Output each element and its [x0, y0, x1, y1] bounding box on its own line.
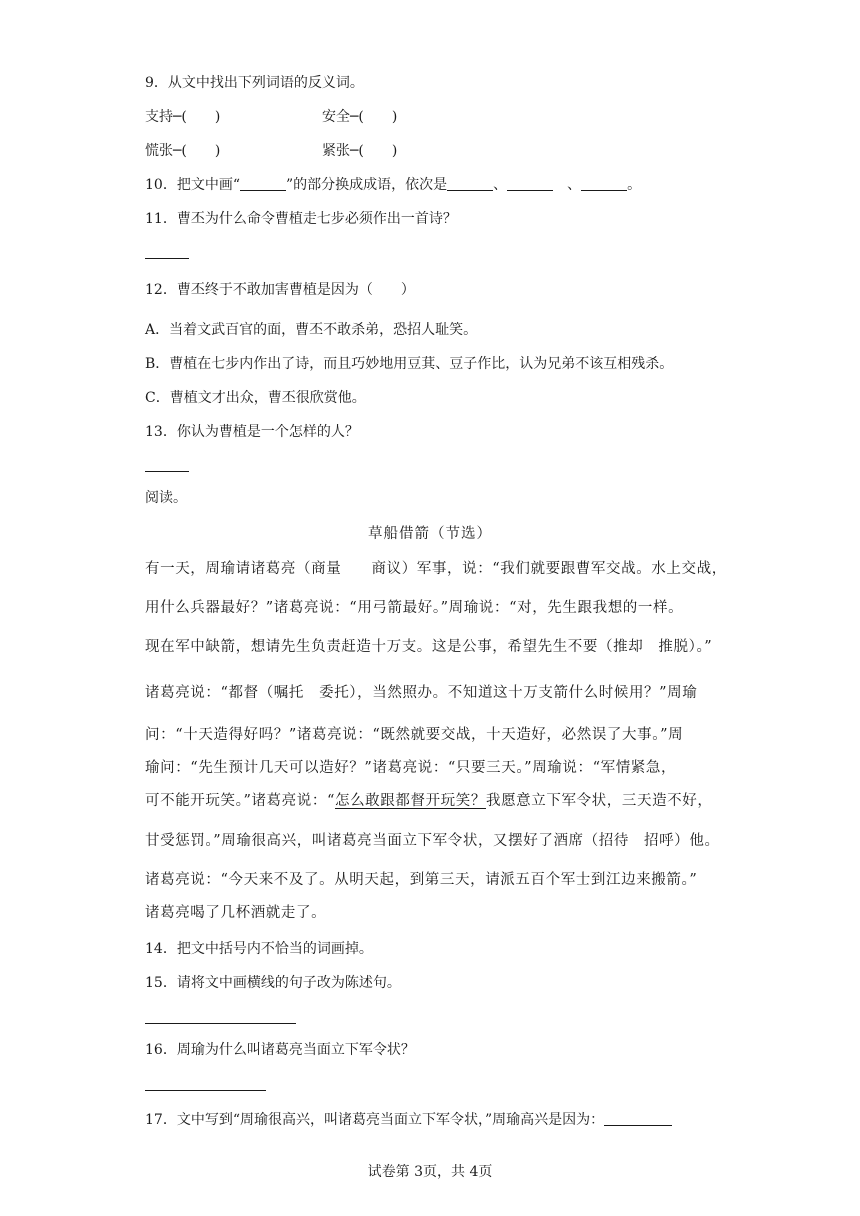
q12-stem: 12．曹丕终于不敢加害曹植是因为（ ）	[145, 282, 415, 298]
q10	[145, 175, 641, 195]
q9-stem: 9．从文中找出下列词语的反义词。	[145, 75, 364, 91]
q16: 16．周瑜为什么叫诸葛亮当面立下军令状？	[145, 1042, 415, 1058]
answer-blank[interactable]	[604, 1111, 672, 1126]
q11: 11．曹丕为什么命令曹植走七步必须作出一首诗？	[145, 211, 457, 227]
q9-item: 慌张─( )	[145, 143, 221, 159]
q9-row-2	[145, 141, 745, 161]
q12-option-a: A．当着文武百官的面，曹丕不敢杀弟，恐招人耻笑。	[145, 322, 478, 338]
answer-line[interactable]	[145, 258, 189, 259]
q10-text: 。	[627, 177, 642, 193]
passage-line: 问：“十天造得好吗？”诸葛亮说：“既然就要交战，十天造好，必然误了大事。”周	[145, 727, 684, 743]
q14: 14．把文中括号内不恰当的词画掉。	[145, 941, 373, 957]
passage-text: 可不能开玩笑。”诸葛亮说：“	[145, 793, 335, 809]
q9-item: 支持─( )	[145, 109, 221, 125]
q12-option-b: B．曹植在七步内作出了诗，而且巧妙地用豆萁、豆子作比，认为兄弟不该互相残杀。	[145, 356, 674, 372]
answer-blank[interactable]	[507, 176, 553, 191]
read-label: 阅读。	[145, 490, 187, 506]
answer-line[interactable]	[145, 1090, 266, 1091]
q15: 15．请将文中画横线的句子改为陈述句。	[145, 975, 401, 991]
underlined-sentence: 怎么敢跟都督开玩笑？	[334, 793, 486, 809]
passage-line: 诸葛亮说：“今天来不及了。从明天起，到第三天，请派五百个军士到江边来搬箭。”	[145, 872, 698, 888]
passage-text: 我愿意立下军令状，三天造不好，	[485, 793, 713, 809]
passage-line: 用什么兵器最好？”诸葛亮说：“用弓箭最好。”周瑜说：“对，先生跟我想的一样。	[145, 600, 684, 616]
passage-title: 草船借箭（节选）	[368, 526, 492, 542]
q10-text: 、	[553, 177, 582, 193]
q10-text: ”的部分换成成语，依次是	[285, 177, 448, 193]
page-footer: 试卷第 3页，共 4页	[367, 1164, 493, 1180]
answer-blank[interactable]	[240, 176, 286, 191]
answer-line[interactable]	[145, 1023, 296, 1024]
answer-blank[interactable]	[447, 176, 493, 191]
q10-text: 10．把文中画“	[145, 177, 240, 193]
q9-row-1	[145, 107, 745, 127]
q9-item: 安全─( )	[322, 109, 398, 125]
q13: 13．你认为曹植是一个怎样的人？	[145, 424, 359, 440]
q9-item: 紧张─( )	[322, 143, 398, 159]
q17-text: 17．文中写到“周瑜很高兴，叫诸葛亮当面立下军令状，”周瑜高兴是因为：	[145, 1112, 605, 1128]
passage-line: 诸葛亮说：“都督（嘱托 委托），当然照办。不知道这十万支箭什么时候用？”周瑜	[145, 685, 698, 701]
q10-text: 、	[493, 177, 508, 193]
q12-option-c: C．曹植文才出众，曹丕很欣赏他。	[145, 390, 366, 406]
passage-line	[145, 791, 712, 811]
passage-line: 甘受惩罚。”周瑜很高兴，叫诸葛亮当面立下军令状，又摆好了酒席（招待 招呼）他。	[145, 833, 720, 849]
passage-line: 诸葛亮喝了几杯酒就走了。	[145, 905, 327, 921]
passage-line: 有一天，周瑜请诸葛亮（商量 商议）军事，说：“我们就要跟曹军交战。水上交战，	[145, 561, 727, 577]
passage-line: 瑜问：“先生预计几天可以造好？”诸葛亮说：“只要三天。”周瑜说：“军情紧急，	[145, 760, 677, 776]
answer-blank[interactable]	[581, 176, 627, 191]
answer-line[interactable]	[145, 471, 189, 472]
passage-line: 现在军中缺箭，想请先生负责赶造十万支。这是公事，希望先生不要（推却 推脱）。”	[145, 639, 713, 655]
q17	[145, 1110, 672, 1130]
